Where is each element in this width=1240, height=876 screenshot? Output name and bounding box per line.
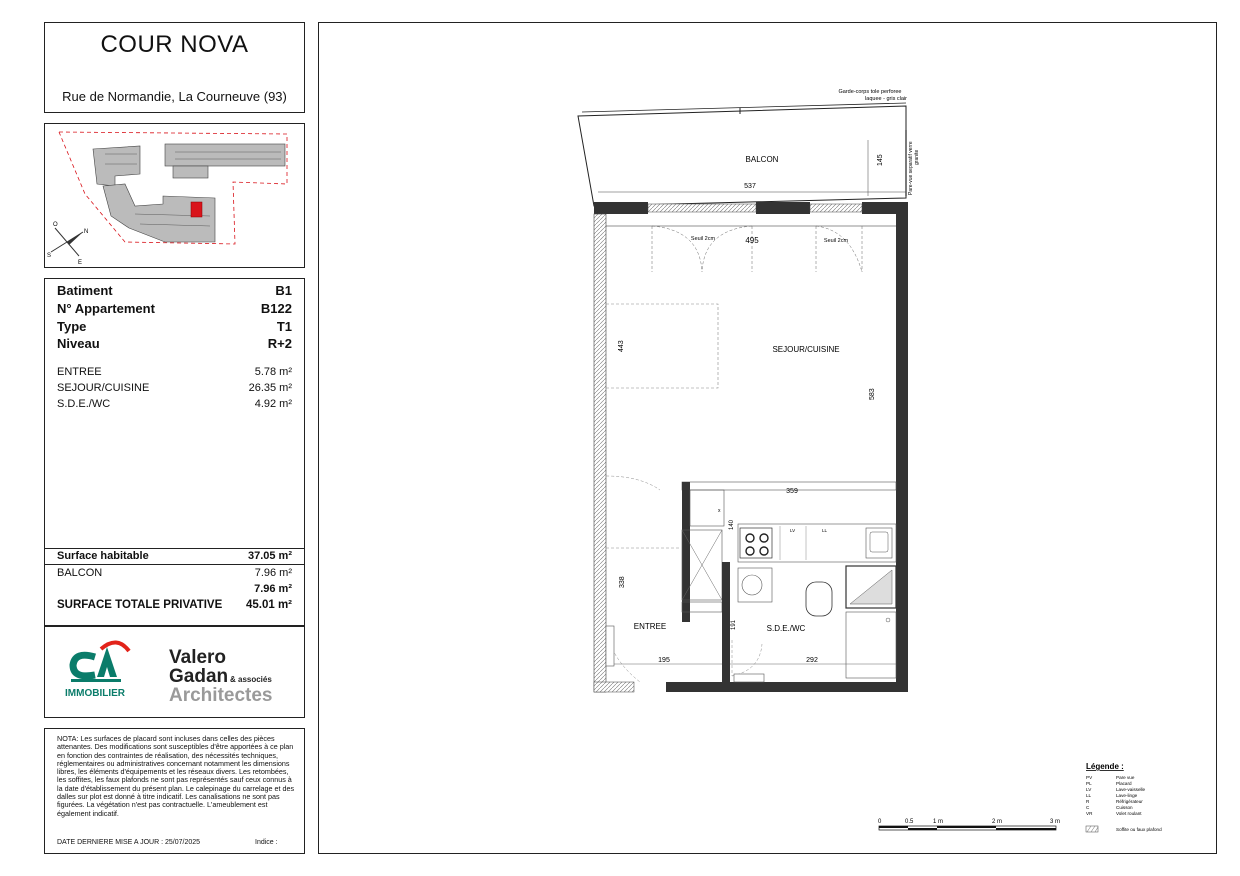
legend-label: Lave-linge — [1116, 793, 1138, 798]
compass-n: N — [84, 229, 89, 235]
scale-2: 2 m — [992, 819, 1003, 825]
legend-code: PL — [1086, 781, 1092, 786]
scale-0: 0 — [878, 819, 882, 825]
dim-583: 583 — [869, 388, 876, 400]
niveau-row — [57, 336, 292, 351]
vg-line1: Valero — [169, 647, 227, 668]
batiment-row — [57, 283, 292, 298]
dim-292: 292 — [806, 657, 818, 664]
note-text: NOTA: Les surfaces de placard sont incluses dans celles des pièces attenantes. Des modifications sont susceptibles d'être apportées à ce plan en fonction des contraintes de réalisation, des nécessités techniques, réglementaires ou administratives concernant notamment les dimensions libres, les éléments d'équipements et les réseaux divers. Les retombées, les soffites, les faux plafonds ne sont pas représentés sauf ceux connus à la date d'établissement du présent plan. Le calepinage du carrelage et des dalles sur plot est donné à titre indicatif. Les canalisations ne sont pas figurées. La végétation n'est pas contractuelle. L'ameublement est également indicatif. — [57, 734, 295, 818]
vg-assoc: & associés — [230, 675, 272, 684]
pare-vue-label-2: granite — [914, 149, 920, 165]
valero-gadan-logo — [169, 647, 273, 706]
type-value: T1 — [276, 319, 292, 334]
dim-140: 140 — [729, 519, 735, 530]
legend-code: PV — [1086, 775, 1093, 780]
balcon-value: 7.96 m² — [254, 567, 292, 579]
legend-title: Légende : — [1086, 762, 1124, 771]
ca-immobilier-text: IMMOBILIER — [65, 688, 125, 699]
type-row — [57, 319, 292, 334]
dim-145: 145 — [877, 154, 884, 166]
annex-total-value: 7.96 m² — [254, 583, 292, 595]
scale-3: 3 m — [1050, 819, 1061, 825]
legend — [1080, 760, 1210, 840]
indice-label: Indice : — [255, 839, 278, 846]
surface-table — [44, 278, 305, 626]
balcon-row — [57, 567, 292, 579]
legend-hatch-label: Soffite ou faux plafond — [1116, 827, 1162, 832]
vg-line2: Gadan — [169, 666, 229, 687]
appartement-row — [57, 301, 292, 316]
legend-label: Placard — [1116, 781, 1132, 786]
project-name: COUR NOVA — [100, 31, 249, 58]
legend-code: R — [1086, 799, 1090, 804]
note-block — [44, 728, 305, 854]
balcony-doors — [652, 226, 862, 272]
balcony — [578, 89, 920, 206]
appartement-label: N° Appartement — [57, 301, 155, 316]
dim-359: 359 — [786, 488, 798, 495]
dim-537: 537 — [744, 183, 756, 190]
niveau-label: Niveau — [57, 336, 100, 351]
bathroom — [722, 562, 896, 682]
dim-338: 338 — [619, 576, 626, 588]
dim-495: 495 — [745, 236, 759, 245]
legend-label: Réfrigérateur — [1116, 799, 1143, 804]
dim-191: 191 — [731, 619, 737, 630]
walls — [594, 202, 908, 692]
scale-bar — [872, 814, 1062, 838]
pare-vue-label-1: Pare-vue separatif verre — [908, 141, 914, 195]
batiment-value: B1 — [275, 283, 292, 298]
title-block — [44, 22, 305, 113]
logos-drawing — [45, 627, 304, 717]
seuil-right: Seuil 2cm — [823, 238, 849, 244]
scale-1: 1 m — [933, 819, 944, 825]
compass-rose — [47, 222, 88, 266]
seuil-left: Seuil 2cm — [690, 236, 716, 242]
total-row — [57, 599, 292, 611]
annex-total-row — [57, 583, 292, 595]
niveau-value: R+2 — [267, 336, 292, 351]
credit-agricole-logo — [65, 642, 129, 699]
sejour-cuisine — [606, 304, 876, 490]
balcon-room-label: BALCON — [745, 155, 779, 164]
habitable-label: Surface habitable — [57, 550, 149, 562]
appartement-value: B122 — [260, 301, 292, 316]
project-address: Rue de Normandie, La Courneuve (93) — [62, 89, 287, 104]
compass-s: S — [47, 253, 52, 259]
habitable-row — [57, 550, 292, 562]
legend-label: Cuisson — [1116, 805, 1133, 810]
total-value: 45.01 m² — [245, 599, 292, 611]
legend-code: VR — [1086, 811, 1093, 816]
ll-label: LL — [822, 528, 828, 533]
key-plan — [44, 123, 305, 268]
garde-corps-label-1: Garde-corps tole perforee — [838, 89, 902, 95]
legend-code: C — [1086, 805, 1090, 810]
kitchen-mark: x — [718, 508, 721, 514]
dim-443: 443 — [618, 340, 625, 352]
room-area: 26.35 m² — [248, 382, 292, 394]
legend-label: Pare vue — [1116, 775, 1135, 780]
room-name: S.D.E./WC — [57, 398, 111, 410]
room-name: ENTREE — [57, 366, 102, 378]
type-label: Type — [57, 319, 87, 334]
key-plan-drawing — [45, 124, 304, 267]
logos-block — [44, 626, 305, 718]
sde-room-label: S.D.E./WC — [766, 624, 806, 633]
lv-label: LV — [790, 528, 796, 533]
room-row — [57, 366, 292, 378]
habitable-value: 37.05 m² — [247, 550, 292, 562]
divider — [45, 564, 304, 565]
dim-195: 195 — [658, 657, 670, 664]
garde-corps-label-2: laquee - gris clair — [865, 96, 907, 102]
room-row — [57, 398, 292, 410]
legend-code: LV — [1086, 787, 1092, 792]
compass-e: E — [78, 260, 83, 266]
floor-plan — [560, 86, 930, 698]
entree-room-label: ENTREE — [633, 622, 667, 631]
balcon-label: BALCON — [57, 567, 103, 579]
legend-code: LL — [1086, 793, 1092, 798]
sejour-room-label: SEJOUR/CUISINE — [772, 345, 840, 354]
room-row — [57, 382, 292, 394]
update-date: DATE DERNIERE MISE A JOUR : 25/07/2025 — [57, 839, 201, 846]
entree — [606, 530, 722, 682]
legend-label: Volet roulant — [1116, 811, 1142, 816]
room-name: SEJOUR/CUISINE — [57, 382, 150, 394]
total-label: SURFACE TOTALE PRIVATIVE — [57, 599, 223, 611]
vg-line3: Architectes — [169, 685, 273, 706]
compass-o: O — [53, 222, 58, 228]
divider — [45, 548, 304, 549]
room-area: 4.92 m² — [254, 398, 292, 410]
legend-label: Lave-vaisselle — [1116, 787, 1146, 792]
batiment-label: Batiment — [57, 283, 113, 298]
scale-05: 0.5 — [905, 819, 914, 825]
room-area: 5.78 m² — [254, 366, 292, 378]
